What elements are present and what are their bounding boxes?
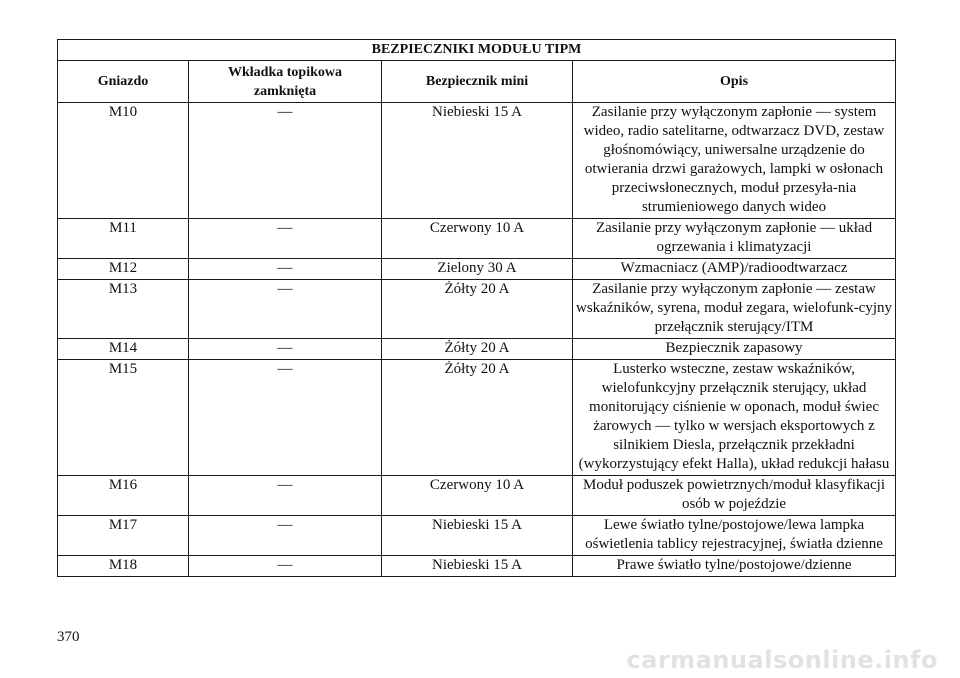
fuse-table [57,39,896,577]
watermark: carmanualsonline.info [626,646,938,674]
socket-cell: M17 [58,516,189,556]
mini-fuse-cell: Czerwony 10 A [382,476,573,516]
socket-cell: M15 [58,360,189,476]
socket-cell: M12 [58,259,189,280]
socket-cell: M11 [58,219,189,259]
mini-fuse-cell: Żółty 20 A [382,339,573,360]
socket-cell: M10 [58,103,189,219]
cartridge-fuse-cell: — [189,103,382,219]
cartridge-fuse-cell: — [189,280,382,339]
description-cell: Prawe światło tylne/postojowe/dzienne [573,556,896,577]
mini-fuse-cell: Żółty 20 A [382,360,573,476]
description-cell: Zasilanie przy wyłączonym zapłonie — układ ogrzewania i klimatyzacji [573,219,896,259]
column-header-socket: Gniazdo [58,61,189,103]
description-cell: Moduł poduszek powietrznych/moduł klasyfikacji osób w pojeździe [573,476,896,516]
column-header-description: Opis [573,61,896,103]
column-header-cartridge-fuse: Wkładka topikowa zamknięta [189,61,382,103]
mini-fuse-cell: Czerwony 10 A [382,219,573,259]
cartridge-fuse-cell: — [189,476,382,516]
cartridge-fuse-cell: — [189,259,382,280]
socket-cell: M16 [58,476,189,516]
description-cell: Zasilanie przy wyłączonym zapłonie — zestaw wskaźników, syrena, moduł zegara, wielofunk-cyjny przełącznik sterujący/ITM [573,280,896,339]
description-cell: Bezpiecznik zapasowy [573,339,896,360]
table-row [58,360,896,476]
cartridge-fuse-cell: — [189,360,382,476]
table-row [58,103,896,219]
mini-fuse-cell: Zielony 30 A [382,259,573,280]
mini-fuse-cell: Żółty 20 A [382,280,573,339]
socket-cell: M13 [58,280,189,339]
cartridge-fuse-cell: — [189,556,382,577]
table-row [58,476,896,516]
description-cell: Lusterko wsteczne, zestaw wskaźników, wielofunkcyjny przełącznik sterujący, układ monitorujący ciśnienie w oponach, moduł świec żarowych — tylko w wersjach eksportowych z silnikiem Diesla, przełącznik przekładni (wykorzystujący efekt Halla), układ redukcji hałasu [573,360,896,476]
description-cell: Zasilanie przy wyłączonym zapłonie — system wideo, radio satelitarne, odtwarzacz DVD, zestaw głośnomówiący, uniwersalne urządzenie do otwierania drzwi garażowych, lampki w osłonach przeciwsłonecznych, moduł przesyła-nia strumieniowego danych wideo [573,103,896,219]
mini-fuse-cell: Niebieski 15 A [382,556,573,577]
column-header-mini-fuse: Bezpiecznik mini [382,61,573,103]
table-header-row [58,61,896,103]
table-row [58,339,896,360]
table-row [58,516,896,556]
table-row [58,219,896,259]
cartridge-fuse-cell: — [189,339,382,360]
description-cell: Wzmacniacz (AMP)/radioodtwarzacz [573,259,896,280]
table-row [58,259,896,280]
table-row [58,556,896,577]
table-body [58,103,896,577]
cartridge-fuse-cell: — [189,219,382,259]
page-number: 370 [57,629,80,645]
table-title-row [58,40,896,61]
mini-fuse-cell: Niebieski 15 A [382,103,573,219]
table-row [58,280,896,339]
table-title: BEZPIECZNIKI MODUŁU TIPM [58,40,896,61]
mini-fuse-cell: Niebieski 15 A [382,516,573,556]
cartridge-fuse-cell: — [189,516,382,556]
socket-cell: M18 [58,556,189,577]
socket-cell: M14 [58,339,189,360]
description-cell: Lewe światło tylne/postojowe/lewa lampka oświetlenia tablicy rejestracyjnej, światła dzienne [573,516,896,556]
